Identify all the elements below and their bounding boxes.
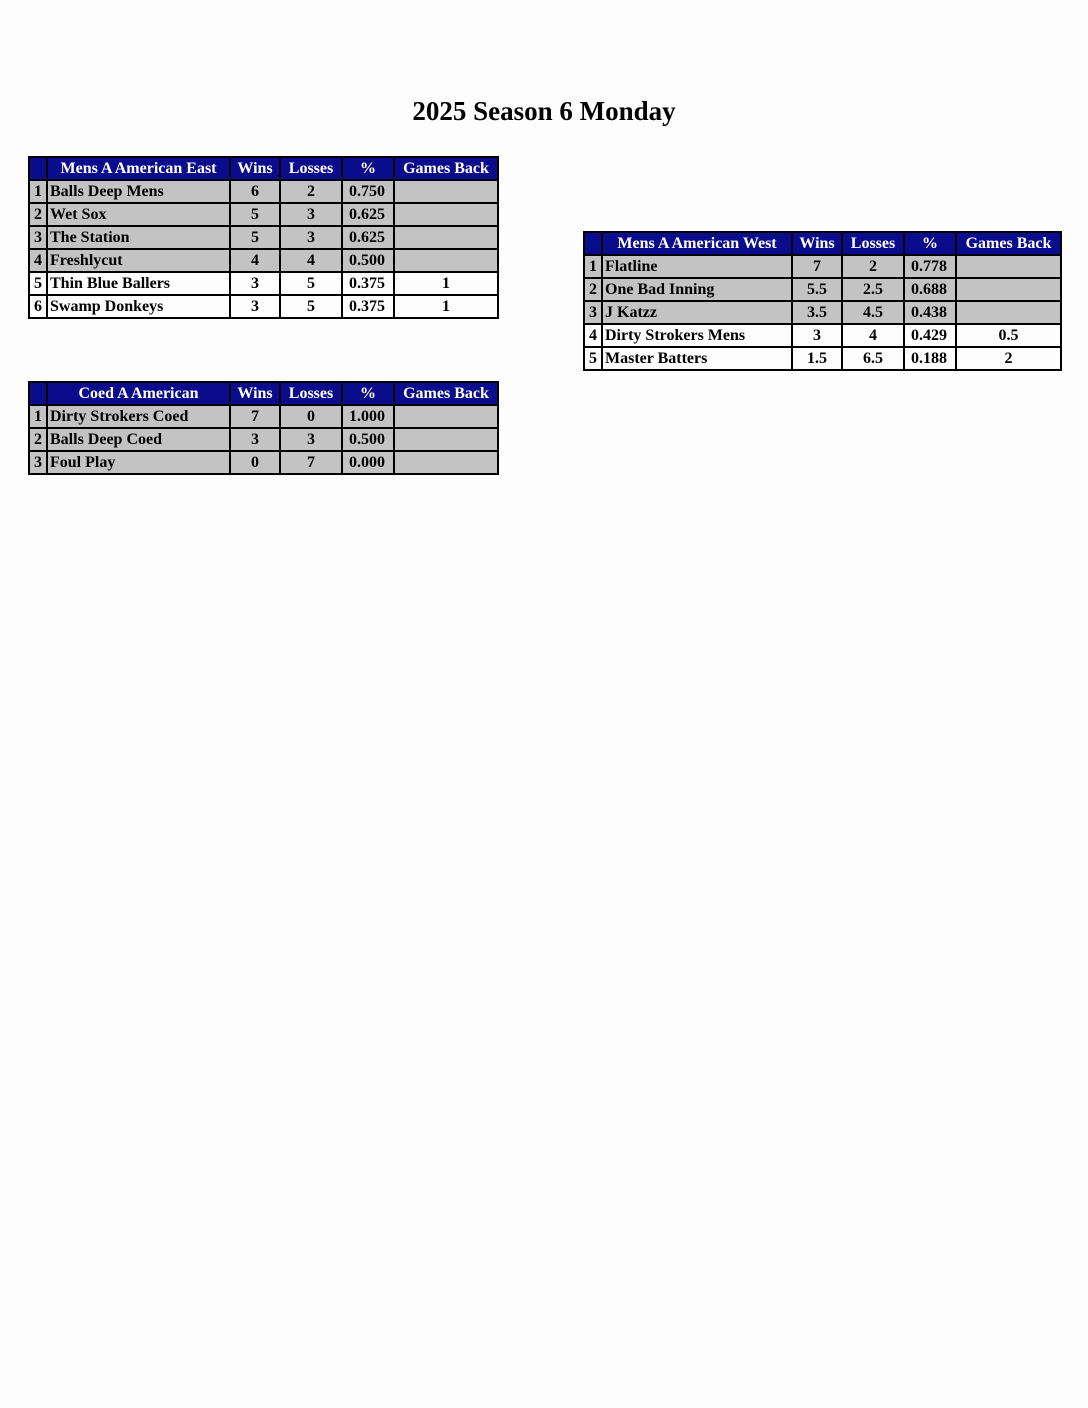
table-row <box>29 428 498 451</box>
games-back-cell <box>394 405 498 428</box>
team-name-cell: Balls Deep Coed <box>47 428 230 451</box>
rank-cell: 3 <box>29 226 47 249</box>
table-body <box>29 180 498 318</box>
standings-table-mens-a-american-east <box>28 156 499 319</box>
losses-header: Losses <box>842 232 904 255</box>
pct-cell: 0.000 <box>342 451 394 474</box>
rank-cell: 1 <box>29 180 47 203</box>
games-back-cell: 0.5 <box>956 324 1061 347</box>
team-name-cell: Master Batters <box>602 347 792 370</box>
division-title: Coed A American <box>47 382 230 405</box>
pct-header: % <box>904 232 956 255</box>
losses-cell: 3 <box>280 428 342 451</box>
pct-cell: 0.188 <box>904 347 956 370</box>
pct-cell: 0.625 <box>342 226 394 249</box>
wins-cell: 3 <box>792 324 842 347</box>
pct-cell: 0.688 <box>904 278 956 301</box>
losses-cell: 6.5 <box>842 347 904 370</box>
pct-cell: 0.438 <box>904 301 956 324</box>
losses-cell: 4.5 <box>842 301 904 324</box>
wins-cell: 7 <box>230 405 280 428</box>
losses-cell: 4 <box>842 324 904 347</box>
table-row <box>584 301 1061 324</box>
rank-cell: 6 <box>29 295 47 318</box>
pct-cell: 0.429 <box>904 324 956 347</box>
team-name-cell: One Bad Inning <box>602 278 792 301</box>
table-body <box>584 255 1061 370</box>
pct-cell: 0.778 <box>904 255 956 278</box>
team-name-cell: Flatline <box>602 255 792 278</box>
team-name-cell: Dirty Strokers Mens <box>602 324 792 347</box>
games-back-cell: 2 <box>956 347 1061 370</box>
rank-header <box>29 157 47 180</box>
wins-header: Wins <box>792 232 842 255</box>
page-title: 2025 Season 6 Monday <box>412 96 676 126</box>
rank-cell: 1 <box>29 405 47 428</box>
table-row <box>584 324 1061 347</box>
table-row <box>29 451 498 474</box>
table-row <box>584 347 1061 370</box>
losses-cell: 3 <box>280 226 342 249</box>
games-back-cell <box>394 428 498 451</box>
table-row <box>584 255 1061 278</box>
pct-cell: 1.000 <box>342 405 394 428</box>
wins-cell: 5 <box>230 226 280 249</box>
games-back-header: Games Back <box>394 157 498 180</box>
team-name-cell: The Station <box>47 226 230 249</box>
team-name-cell: Swamp Donkeys <box>47 295 230 318</box>
wins-cell: 7 <box>792 255 842 278</box>
wins-cell: 3 <box>230 295 280 318</box>
pct-cell: 0.750 <box>342 180 394 203</box>
table-row <box>29 272 498 295</box>
pct-cell: 0.500 <box>342 428 394 451</box>
team-name-cell: Balls Deep Mens <box>47 180 230 203</box>
games-back-cell <box>394 249 498 272</box>
team-name-cell: Thin Blue Ballers <box>47 272 230 295</box>
games-back-cell <box>394 203 498 226</box>
wins-cell: 3 <box>230 272 280 295</box>
games-back-cell: 1 <box>394 272 498 295</box>
games-back-cell <box>394 451 498 474</box>
team-name-cell: Wet Sox <box>47 203 230 226</box>
rank-cell: 2 <box>29 428 47 451</box>
losses-cell: 5 <box>280 272 342 295</box>
division-title: Mens A American East <box>47 157 230 180</box>
wins-cell: 5.5 <box>792 278 842 301</box>
losses-header: Losses <box>280 157 342 180</box>
losses-cell: 2.5 <box>842 278 904 301</box>
losses-cell: 2 <box>280 180 342 203</box>
rank-cell: 4 <box>29 249 47 272</box>
pct-header: % <box>342 157 394 180</box>
games-back-cell <box>394 226 498 249</box>
pct-cell: 0.375 <box>342 272 394 295</box>
rank-cell: 1 <box>584 255 602 278</box>
table-row <box>29 203 498 226</box>
table-row <box>29 295 498 318</box>
table-header-row <box>29 157 498 180</box>
table-row <box>29 405 498 428</box>
rank-cell: 3 <box>584 301 602 324</box>
team-name-cell: Foul Play <box>47 451 230 474</box>
table-row <box>29 226 498 249</box>
wins-header: Wins <box>230 157 280 180</box>
rank-cell: 3 <box>29 451 47 474</box>
table-header-row <box>584 232 1061 255</box>
wins-header: Wins <box>230 382 280 405</box>
standings-table-mens-a-american-west <box>583 231 1062 371</box>
wins-cell: 3 <box>230 428 280 451</box>
losses-header: Losses <box>280 382 342 405</box>
division-title: Mens A American West <box>602 232 792 255</box>
losses-cell: 7 <box>280 451 342 474</box>
table-body <box>29 405 498 474</box>
wins-cell: 6 <box>230 180 280 203</box>
table-header-row <box>29 382 498 405</box>
pct-header: % <box>342 382 394 405</box>
standings-table-coed-a-american <box>28 381 499 475</box>
table-row <box>29 249 498 272</box>
team-name-cell: J Katzz <box>602 301 792 324</box>
games-back-cell: 1 <box>394 295 498 318</box>
games-back-header: Games Back <box>956 232 1061 255</box>
rank-header <box>584 232 602 255</box>
wins-cell: 1.5 <box>792 347 842 370</box>
losses-cell: 3 <box>280 203 342 226</box>
games-back-cell <box>956 301 1061 324</box>
games-back-cell <box>394 180 498 203</box>
pct-cell: 0.500 <box>342 249 394 272</box>
losses-cell: 5 <box>280 295 342 318</box>
wins-cell: 4 <box>230 249 280 272</box>
rank-header <box>29 382 47 405</box>
games-back-cell <box>956 255 1061 278</box>
games-back-header: Games Back <box>394 382 498 405</box>
wins-cell: 5 <box>230 203 280 226</box>
table-row <box>29 180 498 203</box>
pct-cell: 0.375 <box>342 295 394 318</box>
rank-cell: 2 <box>584 278 602 301</box>
table-row <box>584 278 1061 301</box>
rank-cell: 5 <box>29 272 47 295</box>
rank-cell: 2 <box>29 203 47 226</box>
games-back-cell <box>956 278 1061 301</box>
rank-cell: 4 <box>584 324 602 347</box>
wins-cell: 3.5 <box>792 301 842 324</box>
losses-cell: 4 <box>280 249 342 272</box>
pct-cell: 0.625 <box>342 203 394 226</box>
team-name-cell: Freshlycut <box>47 249 230 272</box>
wins-cell: 0 <box>230 451 280 474</box>
team-name-cell: Dirty Strokers Coed <box>47 405 230 428</box>
losses-cell: 0 <box>280 405 342 428</box>
rank-cell: 5 <box>584 347 602 370</box>
losses-cell: 2 <box>842 255 904 278</box>
